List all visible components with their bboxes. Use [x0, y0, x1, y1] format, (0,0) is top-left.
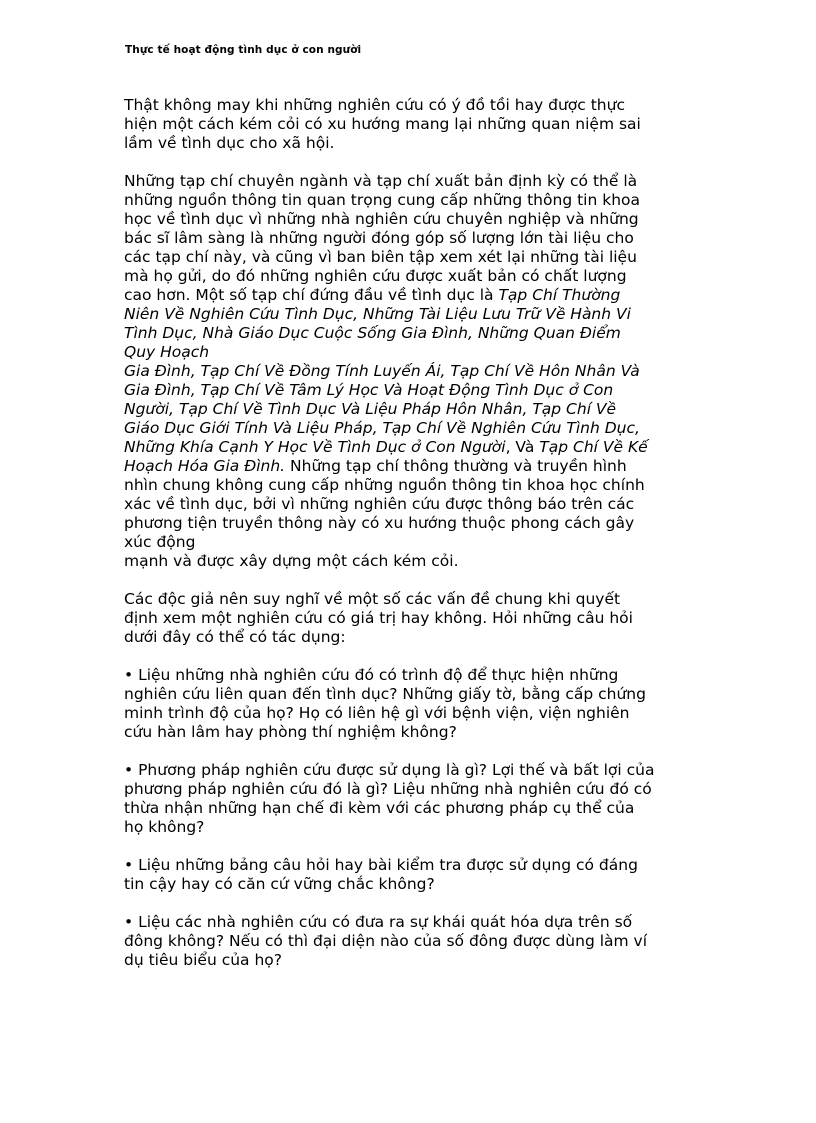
- text-line: [124, 875, 724, 894]
- italic-text: Gia Đình, Tạp Chí Về Tâm Lý Học Và Hoạt Động Tình Dục ở Con: [124, 381, 614, 399]
- text-run: dụ tiêu biểu của họ?: [124, 951, 282, 969]
- text-run: cứu hàn lâm hay phòng thí nghiệm không?: [124, 723, 457, 741]
- italic-text: Tạp Chí Thường: [498, 286, 621, 304]
- italic-text: Người, Tạp Chí Về Tình Dục Và Liệu Pháp Hôn Nhân, Tạp Chí Về: [124, 400, 617, 418]
- text-run: • Phương pháp nghiên cứu được sử dụng là gì? Lợi thế và bất lợi của: [124, 761, 655, 779]
- italic-text: Niên Về Nghiên Cứu Tình Dục, Những Tài Liệu Lưu Trữ Về Hành Vi: [124, 305, 631, 323]
- text-run: lầm về tình dục cho xã hội.: [124, 134, 335, 152]
- text-line: [124, 419, 724, 438]
- text-run: họ không?: [124, 818, 205, 836]
- text-run: thừa nhận những hạn chế đi kèm với các phương pháp cụ thể của: [124, 799, 635, 817]
- text-line: [124, 951, 724, 970]
- text-line: [124, 134, 724, 153]
- text-line: [124, 115, 724, 134]
- italic-text: Tình Dục, Nhà Giáo Dục Cuộc Sống Gia Đình, Những Quan Điểm: [124, 324, 621, 342]
- paragraph: [124, 666, 724, 742]
- text-run: • Liệu những nhà nghiên cứu đó có trình độ để thực hiện những: [124, 666, 619, 684]
- text-line: [124, 362, 724, 381]
- text-run: nhìn chung không cung cấp những nguồn thông tin khoa học chính: [124, 476, 645, 494]
- text-run: hiện một cách kém cỏi có xu hướng mang lại những quan niệm sai: [124, 115, 641, 133]
- text-line: [124, 400, 724, 419]
- text-line: [124, 913, 724, 932]
- paragraph: [124, 172, 724, 571]
- text-run: tin cậy hay có căn cứ vững chắc không?: [124, 875, 435, 893]
- text-run: mạnh và được xây dựng một cách kém cỏi.: [124, 552, 459, 570]
- text-line: [124, 457, 724, 476]
- text-line: [124, 704, 724, 723]
- text-line: [124, 191, 724, 210]
- text-line: [124, 552, 724, 571]
- text-run: xúc động: [124, 533, 196, 551]
- text-line: [124, 172, 724, 191]
- text-line: [124, 381, 724, 400]
- text-run: định xem một nghiên cứu có giá trị hay không. Hỏi những câu hỏi: [124, 609, 633, 627]
- text-line: [124, 343, 724, 362]
- text-line: [124, 932, 724, 951]
- text-line: [124, 799, 724, 818]
- text-run: nghiên cứu liên quan đến tình dục? Những giấy tờ, bằng cấp chứng: [124, 685, 646, 703]
- text-line: [124, 533, 724, 552]
- text-line: [124, 495, 724, 514]
- text-line: [124, 514, 724, 533]
- text-line: [124, 761, 724, 780]
- text-line: [124, 856, 724, 875]
- italic-text: Tạp Chí Về Kế: [539, 438, 648, 456]
- text-run: Các độc giả nên suy nghĩ về một số các vấn đề chung khi quyết: [124, 590, 621, 608]
- text-line: [124, 609, 724, 628]
- running-header: Thực tế hoạt động tình dục ở con người: [125, 44, 362, 56]
- text-line: [124, 628, 724, 647]
- text-line: [124, 286, 724, 305]
- text-run: những nguồn thông tin quan trọng cung cấp những thông tin khoa: [124, 191, 640, 209]
- text-line: [124, 324, 724, 343]
- text-line: [124, 210, 724, 229]
- text-run: • Liệu những bảng câu hỏi hay bài kiểm tra được sử dụng có đáng: [124, 856, 638, 874]
- text-run: Những tạp chí thông thường và truyền hình: [285, 457, 627, 475]
- text-line: [124, 96, 724, 115]
- text-run: , Và: [505, 438, 540, 456]
- text-line: [124, 685, 724, 704]
- text-run: học về tình dục vì những nhà nghiên cứu chuyên nghiệp và những: [124, 210, 639, 228]
- text-run: phương tiện truyền thông này có xu hướng thuộc phong cách gây: [124, 514, 635, 532]
- italic-text: Giáo Dục Giới Tính Và Liệu Pháp, Tạp Chí Về Nghiên Cứu Tình Dục,: [124, 419, 640, 437]
- text-line: [124, 476, 724, 495]
- paragraph: [124, 761, 724, 837]
- text-run: đông không? Nếu có thì đại diện nào của số đông được dùng làm ví: [124, 932, 648, 950]
- text-run: minh trình độ của họ? Họ có liên hệ gì với bệnh viện, viện nghiên: [124, 704, 630, 722]
- paragraph: [124, 856, 724, 894]
- text-run: cao hơn. Một số tạp chí đứng đầu về tình dục là: [124, 286, 499, 304]
- italic-text: Quy Hoạch: [124, 343, 210, 361]
- text-line: [124, 438, 724, 457]
- text-line: [124, 723, 724, 742]
- document-body: [124, 96, 724, 989]
- italic-text: Gia Đình, Tạp Chí Về Đồng Tính Luyến Ái, Tạp Chí Về Hôn Nhân Và: [124, 362, 640, 380]
- text-run: các tạp chí này, và cũng vì ban biên tập xem xét lại những tài liệu: [124, 248, 637, 266]
- text-line: [124, 780, 724, 799]
- text-line: [124, 229, 724, 248]
- text-run: phương pháp nghiên cứu đó là gì? Liệu những nhà nghiên cứu đó có: [124, 780, 652, 798]
- italic-text: Những Khía Cạnh Y Học Về Tình Dục ở Con Người: [124, 438, 506, 456]
- text-line: [124, 248, 724, 267]
- text-run: xác về tình dục, bởi vì những nghiên cứu được thông báo trên các: [124, 495, 635, 513]
- text-line: [124, 305, 724, 324]
- paragraph: [124, 96, 724, 153]
- text-run: • Liệu các nhà nghiên cứu có đưa ra sự khái quát hóa dựa trên số: [124, 913, 633, 931]
- text-line: [124, 818, 724, 837]
- text-run: Thật không may khi những nghiên cứu có ý đồ tồi hay được thực: [124, 96, 625, 114]
- text-line: [124, 666, 724, 685]
- text-run: Những tạp chí chuyên ngành và tạp chí xuất bản định kỳ có thể là: [124, 172, 638, 190]
- italic-text: Hoạch Hóa Gia Đình.: [124, 457, 286, 475]
- text-line: [124, 590, 724, 609]
- text-line: [124, 267, 724, 286]
- paragraph: [124, 590, 724, 647]
- text-run: mà họ gửi, do đó những nghiên cứu được xuất bản có chất lượng: [124, 267, 627, 285]
- text-run: bác sĩ lâm sàng là những người đóng góp số lượng lớn tài liệu cho: [124, 229, 634, 247]
- text-run: dưới đây có thể có tác dụng:: [124, 628, 346, 646]
- paragraph: [124, 913, 724, 970]
